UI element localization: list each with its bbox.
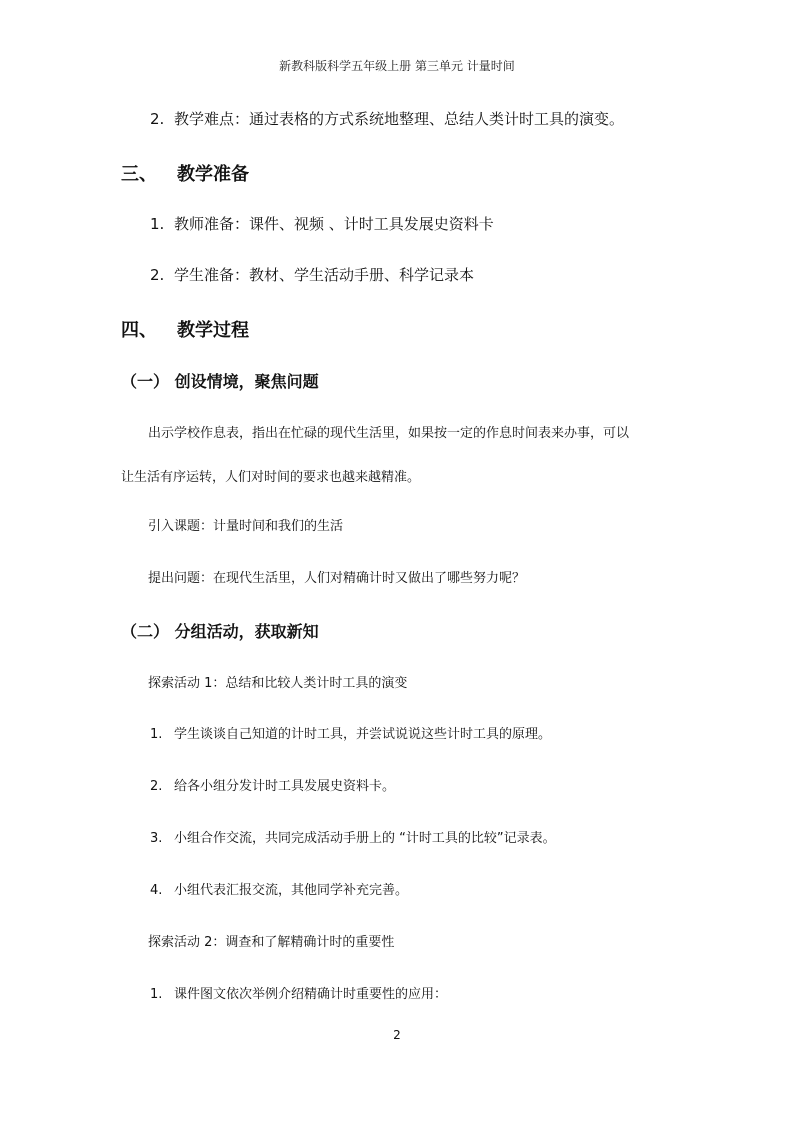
teaching-difficulty bbox=[150, 108, 624, 129]
prep-item bbox=[150, 213, 494, 234]
step-number: 1. bbox=[150, 987, 163, 1002]
subsection-heading: （二） 分组活动，获取新知 bbox=[121, 622, 319, 641]
paragraph-line: 让生活有序运转，人们对时间的要求也越来越精准。 bbox=[121, 470, 421, 485]
prep-item bbox=[150, 264, 474, 285]
step-text: 学生谈谈自己知道的计时工具，并尝试说说这些计时工具的原理。 bbox=[174, 727, 552, 742]
step-text: 小组合作交流，共同完成活动手册上的 “计时工具的比较”记录表。 bbox=[174, 831, 556, 846]
section-number: 四、 bbox=[121, 320, 157, 341]
step-item bbox=[150, 775, 395, 794]
paragraph-line: 出示学校作息表，指出在忙碌的现代生活里，如果按一定的作息时间表来办事，可以 bbox=[148, 426, 630, 441]
section-number: 三、 bbox=[121, 164, 157, 185]
item-text: 教学难点：通过表格的方式系统地整理、总结人类计时工具的演变。 bbox=[174, 110, 625, 128]
page-number: 2 bbox=[393, 1028, 401, 1042]
step-item bbox=[150, 723, 551, 742]
item-text: 学生准备：教材、学生活动手册、科学记录本 bbox=[174, 266, 475, 284]
item-number: 1. bbox=[150, 215, 165, 233]
activity-title: 探索活动 2：调查和了解精确计时的重要性 bbox=[148, 935, 395, 950]
step-number: 3. bbox=[150, 831, 163, 846]
step-text: 课件图文依次举例介绍精确计时重要性的应用： bbox=[174, 987, 448, 1002]
step-number: 4. bbox=[150, 883, 163, 898]
step-item bbox=[150, 879, 408, 898]
step-item bbox=[150, 827, 556, 846]
question-line: 提出问题：在现代生活里，人们对精确计时又做出了哪些努力呢？ bbox=[148, 571, 526, 586]
step-text: 给各小组分发计时工具发展史资料卡。 bbox=[174, 779, 396, 794]
step-number: 1. bbox=[150, 727, 163, 742]
item-number: 2. bbox=[150, 266, 165, 284]
item-text: 教师准备：课件、视频 、计时工具发展史资料卡 bbox=[174, 215, 494, 233]
section-title: 教学准备 bbox=[177, 164, 249, 185]
intro-line: 引入课题：计量时间和我们的生活 bbox=[148, 519, 344, 534]
step-text: 小组代表汇报交流，其他同学补充完善。 bbox=[174, 883, 409, 898]
item-number: 2. bbox=[150, 110, 165, 128]
step-number: 2. bbox=[150, 779, 163, 794]
section-title: 教学过程 bbox=[177, 320, 249, 341]
section-heading-preparation bbox=[121, 160, 249, 186]
section-heading-process bbox=[121, 316, 249, 342]
subsection-heading: （一） 创设情境，聚焦问题 bbox=[121, 372, 319, 391]
page-header: 新教科版科学五年级上册 第三单元 计量时间 bbox=[279, 59, 515, 73]
step-item bbox=[150, 983, 447, 1002]
activity-title: 探索活动 1：总结和比较人类计时工具的演变 bbox=[148, 676, 408, 691]
